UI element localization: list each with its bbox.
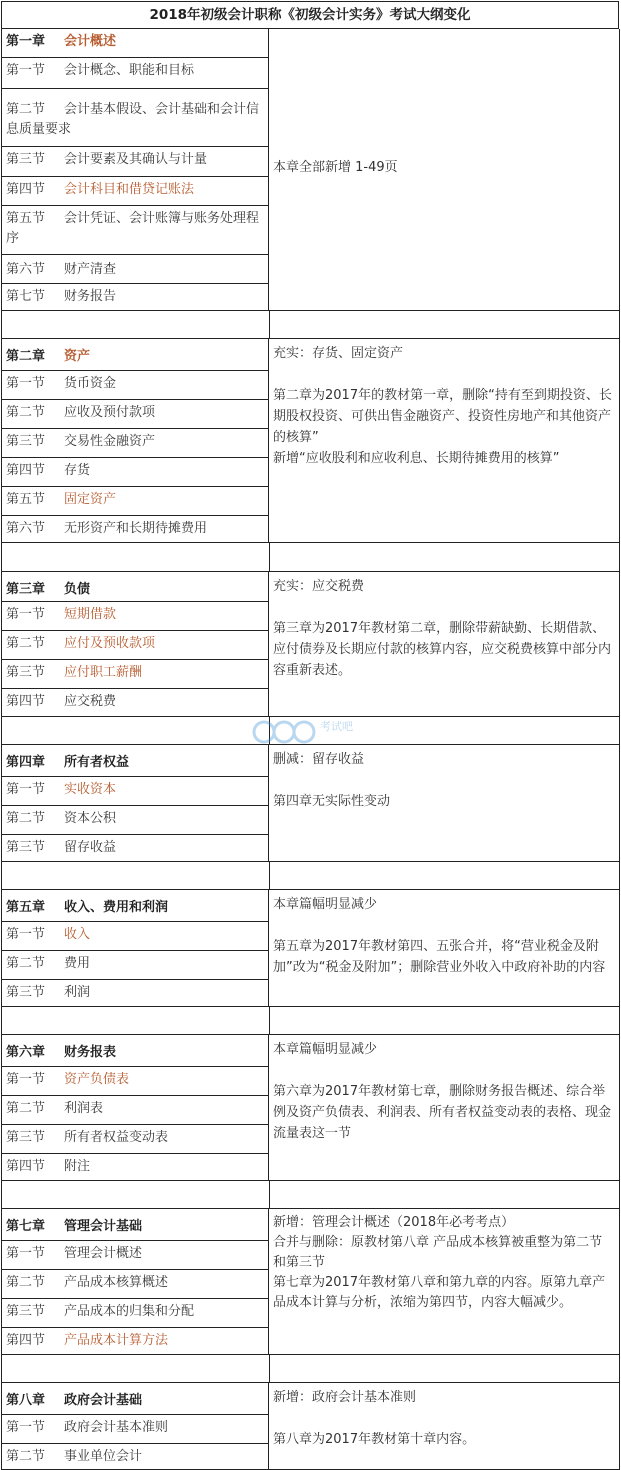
- section-row: [1, 458, 269, 487]
- watermark-text: 考试吧: [320, 720, 353, 733]
- section-title: 交易性金融资产: [64, 434, 156, 449]
- section-num: 第四节: [6, 182, 46, 197]
- section-title: 会计科目和借贷记账法: [64, 182, 195, 197]
- chapter-5-row: [1, 890, 269, 922]
- section-title: 财产清查: [64, 262, 117, 277]
- note-text: 新增：管理会计概述（2018年必考考点）: [273, 1215, 515, 1230]
- chapter-num: 第四章: [6, 755, 46, 770]
- section-num: 第三节: [6, 665, 46, 680]
- section-num: 第二节: [6, 811, 46, 826]
- section-num: 第二节: [6, 956, 46, 971]
- section-row: [1, 1299, 269, 1328]
- blank-row: [1, 1007, 620, 1035]
- chapter-num: 第三章: [6, 582, 46, 597]
- section-row: [1, 922, 269, 951]
- blank-row: [1, 1355, 620, 1383]
- section-title: 固定资产: [64, 492, 117, 507]
- chapter-title: 所有者权益: [64, 755, 130, 770]
- chapter-num: 第五章: [6, 900, 46, 915]
- section-row: [1, 1415, 269, 1444]
- chapter-3-notes: [268, 572, 620, 717]
- chapter-8-row: [1, 1383, 269, 1415]
- note-text: 充实：应交税费: [273, 579, 365, 594]
- chapter-title: 资产: [64, 349, 91, 364]
- chapter-num: 第一章: [6, 34, 46, 49]
- chapter-title: 会计概述: [64, 34, 117, 49]
- section-row: [1, 1328, 269, 1355]
- blank-row: [1, 311, 620, 339]
- chapter-4-notes: [268, 745, 620, 862]
- section-title: 收入: [64, 927, 91, 942]
- section-num: 第六节: [6, 262, 46, 277]
- chapter-num: 第八章: [6, 1393, 46, 1408]
- section-row: [1, 777, 269, 806]
- section-num: 第二节: [6, 1101, 46, 1116]
- note-text: 本章全部新增 1-49页: [273, 160, 398, 175]
- note-text: 第二章为2017年的教材第一章，删除“持有至到期投资、长期股权投资、可供出售金融资产、投资性房地产和其他资产的核算”: [273, 388, 612, 445]
- chapter-7-row: [1, 1209, 269, 1241]
- note-text: 新增：政府会计基本准则: [273, 1390, 417, 1405]
- section-title: 留存收益: [64, 840, 117, 855]
- section-title: 管理会计概述: [64, 1246, 143, 1261]
- section-title: 事业单位会计: [64, 1449, 143, 1464]
- blank-row: [1, 862, 620, 890]
- chapter-title: 政府会计基础: [64, 1393, 143, 1408]
- section-row: [1, 1154, 269, 1181]
- section-num: 第二节: [6, 1449, 46, 1464]
- section-title: 货币资金: [64, 376, 117, 391]
- section-title: 资本公积: [64, 811, 117, 826]
- section-row: [1, 516, 269, 543]
- section-title: 存货: [64, 463, 91, 478]
- section-title: 利润表: [64, 1101, 104, 1116]
- note-text: 第七章为2017年教材第八章和第九章的内容。原第九章产品成本计算与分析，浓缩为第四节，内容大幅减少。: [273, 1275, 606, 1310]
- chapter-1-notes: [268, 29, 620, 311]
- chapter-2-row: [1, 339, 269, 371]
- chapter-title: 管理会计基础: [64, 1219, 143, 1234]
- section-num: 第三节: [6, 1130, 46, 1145]
- section-title: 应付及预收款项: [64, 636, 156, 651]
- section-num: 第四节: [6, 1333, 46, 1348]
- section-title: 会计基本假设、会计基础和会计信息质量要求: [6, 102, 260, 137]
- section-row: [1, 631, 269, 660]
- section-num: 第四节: [6, 694, 46, 709]
- section-title: 产品成本的归集和分配: [64, 1304, 195, 1319]
- section-row: [1, 206, 269, 255]
- section-num: 第五节: [6, 211, 46, 226]
- section-title: 应交税费: [64, 694, 117, 709]
- blank-row: [1, 543, 620, 572]
- section-row: [1, 255, 269, 284]
- chapter-3-row: [1, 572, 269, 602]
- section-num: 第一节: [6, 1072, 46, 1087]
- section-row: [1, 1096, 269, 1125]
- note-text: 合并与删除：原教材第八章 产品成本核算被重整为第二节和第三节: [273, 1235, 603, 1270]
- chapter-num: 第七章: [6, 1219, 46, 1234]
- note-text: 第五章为2017年教材第四、五张合并，将“营业税金及附加”改为“税金及附加”；删除营业外收入中政府补助的内容: [273, 939, 606, 975]
- note-text: 删减：留存收益: [273, 752, 365, 767]
- section-row: [1, 429, 269, 458]
- section-row: [1, 806, 269, 835]
- section-title: 会计凭证、会计账簿与账务处理程序: [6, 211, 260, 246]
- section-title: 无形资产和长期待摊费用: [64, 521, 208, 536]
- section-row: [1, 1270, 269, 1299]
- chapter-5-notes: [268, 890, 620, 1007]
- section-title: 财务报告: [64, 289, 117, 304]
- note-text: 第三章为2017年教材第二章，删除带薪缺勤、长期借款、应付债券及长期应付款的核算内容，应交税费核算中部分内容重新表述。: [273, 621, 612, 678]
- chapter-num: 第六章: [6, 1045, 46, 1060]
- section-num: 第六节: [6, 521, 46, 536]
- section-title: 费用: [64, 956, 91, 971]
- note-text: 充实：存货、固定资产: [273, 346, 404, 361]
- section-row: [1, 660, 269, 689]
- section-row: [1, 177, 269, 206]
- note-text: 本章篇幅明显减少: [273, 897, 378, 912]
- section-num: 第一节: [6, 1420, 46, 1435]
- section-num: 第七节: [6, 289, 46, 304]
- section-row: [1, 371, 269, 400]
- section-row: [1, 400, 269, 429]
- section-row: [1, 89, 269, 147]
- chapter-title: 收入、费用和利润: [64, 900, 169, 915]
- section-row: [1, 147, 269, 177]
- section-title: 所有者权益变动表: [64, 1130, 169, 1145]
- section-num: 第一节: [6, 607, 46, 622]
- chapter-num: 第二章: [6, 349, 46, 364]
- section-row: [1, 1125, 269, 1154]
- section-row: [1, 1444, 269, 1470]
- section-row: [1, 58, 269, 89]
- section-num: 第三节: [6, 840, 46, 855]
- section-title: 资产负债表: [64, 1072, 130, 1087]
- section-title: 应收及预付款项: [64, 405, 156, 420]
- section-row: [1, 835, 269, 862]
- note-text: 新增“应收股利和应收利息、长期待摊费用的核算”: [273, 451, 560, 466]
- chapter-2-notes: [268, 339, 620, 543]
- chapter-7-notes: [268, 1209, 620, 1355]
- section-title: 应付职工薪酬: [64, 665, 143, 680]
- section-row: [1, 980, 269, 1007]
- chapter-title: 负债: [64, 582, 91, 597]
- section-title: 政府会计基本准则: [64, 1420, 169, 1435]
- section-num: 第三节: [6, 985, 46, 1000]
- note-text: 第六章为2017年教材第七章，删除财务报告概述、综合举例及资产负债表、利润表、所有者权益变动表的表格、现金流量表这一节: [273, 1084, 612, 1141]
- section-row: [1, 1241, 269, 1270]
- note-text: 第八章为2017年教材第十章内容。: [273, 1432, 476, 1447]
- section-title: 产品成本计算方法: [64, 1333, 169, 1348]
- section-title: 短期借款: [64, 607, 117, 622]
- chapter-1-row: [1, 29, 269, 58]
- table-title: 2018年初级会计职称《初级会计实务》考试大纲变化: [1, 1, 619, 29]
- section-row: [1, 689, 269, 717]
- section-title: 会计概念、职能和目标: [64, 63, 195, 78]
- section-row: [1, 602, 269, 631]
- section-num: 第二节: [6, 102, 46, 117]
- section-title: 实收资本: [64, 782, 117, 797]
- section-row: [1, 951, 269, 980]
- section-num: 第三节: [6, 152, 46, 167]
- section-num: 第一节: [6, 782, 46, 797]
- section-title: 附注: [64, 1159, 91, 1174]
- section-row: [1, 1067, 269, 1096]
- blank-row: [1, 1181, 620, 1209]
- section-title: 会计要素及其确认与计量: [64, 152, 208, 167]
- section-title: 利润: [64, 985, 91, 1000]
- note-text: 第四章无实际性变动: [273, 794, 391, 809]
- section-row: [1, 487, 269, 516]
- chapter-6-row: [1, 1035, 269, 1067]
- section-num: 第二节: [6, 405, 46, 420]
- section-num: 第四节: [6, 1159, 46, 1174]
- section-num: 第三节: [6, 434, 46, 449]
- section-num: 第一节: [6, 63, 46, 78]
- section-num: 第二节: [6, 1275, 46, 1290]
- note-text: 本章篇幅明显减少: [273, 1042, 378, 1057]
- section-num: 第四节: [6, 463, 46, 478]
- section-num: 第一节: [6, 927, 46, 942]
- section-num: 第三节: [6, 1304, 46, 1319]
- section-title: 产品成本核算概述: [64, 1275, 169, 1290]
- section-num: 第五节: [6, 492, 46, 507]
- section-num: 第二节: [6, 636, 46, 651]
- chapter-6-notes: [268, 1035, 620, 1181]
- section-row: [1, 284, 269, 311]
- chapter-title: 财务报表: [64, 1045, 117, 1060]
- chapter-4-row: [1, 745, 269, 777]
- section-num: 第一节: [6, 376, 46, 391]
- section-num: 第一节: [6, 1246, 46, 1261]
- chapter-8-notes: [268, 1383, 620, 1470]
